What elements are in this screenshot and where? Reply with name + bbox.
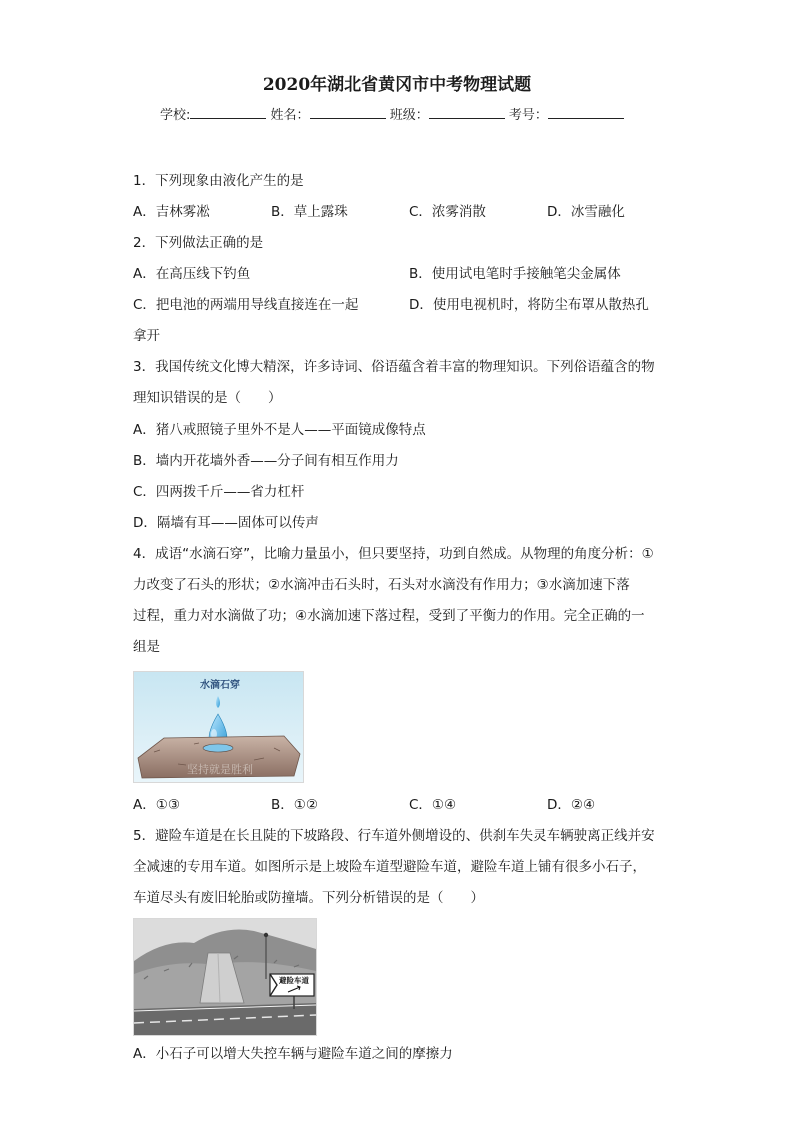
q5-stem-line-1: 5．避险车道是在长且陡的下坡路段、行车道外侧增设的、供刹车失灵车辆驶离正线并安 bbox=[133, 828, 655, 844]
class-blank[interactable] bbox=[429, 106, 505, 119]
q4-option-d[interactable]: D．②④ bbox=[547, 797, 596, 813]
q5-option-a[interactable]: A．小石子可以增大失控车辆与避险车道之间的摩擦力 bbox=[133, 1046, 453, 1062]
q3-option-d[interactable]: D．隔墙有耳——固体可以传声 bbox=[133, 515, 319, 531]
exam-no-label: 考号： bbox=[508, 108, 548, 123]
q1-option-d[interactable]: D．冰雪融化 bbox=[547, 204, 625, 220]
q2-option-d-continued: 拿开 bbox=[133, 328, 160, 344]
class-label: 班级： bbox=[389, 108, 429, 123]
q3-option-c[interactable]: C．四两拨千斤——省力杠杆 bbox=[133, 484, 305, 500]
figure-watermark: 坚持就是胜利 bbox=[187, 763, 253, 776]
q1-option-b[interactable]: B．草上露珠 bbox=[271, 204, 348, 220]
q4-stem-line-3: 过程，重力对水滴做了功；④水滴加速下落过程，受到了平衡力的作用。完全正确的一 bbox=[133, 608, 645, 624]
student-info-line bbox=[160, 104, 624, 123]
water-drop-stone-illustration bbox=[134, 672, 303, 782]
q5-stem-line-3: 车道尽头有废旧轮胎或防撞墙。下列分析错误的是（ ） bbox=[133, 890, 484, 906]
q1-stem: 1．下列现象由液化产生的是 bbox=[133, 173, 304, 189]
sign-text: 避险车道 bbox=[279, 976, 309, 985]
q3-stem-line-1: 3．我国传统文化博大精深，许多诗词、俗语蕴含着丰富的物理知识。下列俗语蕴含的物 bbox=[133, 359, 655, 375]
q2-option-b[interactable]: B．使用试电笔时手接触笔尖金属体 bbox=[409, 266, 621, 282]
page-title: 2020年湖北省黄冈市中考物理试题 bbox=[262, 75, 532, 95]
q4-option-b[interactable]: B．①② bbox=[271, 797, 318, 813]
figure-caption: 水滴石穿 bbox=[200, 680, 240, 691]
q2-option-c[interactable]: C．把电池的两端用导线直接连在一起 bbox=[133, 297, 359, 313]
water-drop-stone-figure bbox=[133, 671, 304, 783]
q4-option-a[interactable]: A．①③ bbox=[133, 797, 180, 813]
q1-option-c[interactable]: C．浓雾消散 bbox=[409, 204, 486, 220]
q2-option-a[interactable]: A．在高压线下钓鱼 bbox=[133, 266, 251, 282]
name-label: 姓名： bbox=[270, 108, 310, 123]
school-label: 学校: bbox=[160, 108, 191, 123]
q4-option-c[interactable]: C．①④ bbox=[409, 797, 457, 813]
exam-no-blank[interactable] bbox=[548, 106, 624, 119]
escape-ramp-figure bbox=[133, 918, 317, 1036]
q4-stem-line-1: 4．成语“水滴石穿”，比喻力量虽小，但只要坚持，功到自然成。从物理的角度分析：① bbox=[133, 546, 654, 562]
q3-stem-line-2: 理知识错误的是（ ） bbox=[133, 390, 282, 406]
school-blank[interactable] bbox=[190, 106, 266, 119]
escape-ramp-photo bbox=[134, 919, 316, 1035]
q5-stem-line-2: 全减速的专用车道。如图所示是上坡险车道型避险车道，避险车道上铺有很多小石子， bbox=[133, 859, 646, 875]
q4-stem-line-4: 组是 bbox=[133, 639, 160, 655]
q3-option-a[interactable]: A．猪八戒照镜子里外不是人——平面镜成像特点 bbox=[133, 422, 426, 438]
q4-stem-line-2: 力改变了石头的形状；②水滴冲击石头时，石头对水滴没有作用力；③水滴加速下落 bbox=[133, 577, 630, 593]
q1-option-a[interactable]: A．吉林雾凇 bbox=[133, 204, 210, 220]
q3-option-b[interactable]: B．墙内开花墙外香——分子间有相互作用力 bbox=[133, 453, 399, 469]
q2-stem: 2．下列做法正确的是 bbox=[133, 235, 264, 251]
name-blank[interactable] bbox=[310, 106, 386, 119]
q2-option-d[interactable]: D．使用电视机时，将防尘布罩从散热孔 bbox=[409, 297, 649, 313]
